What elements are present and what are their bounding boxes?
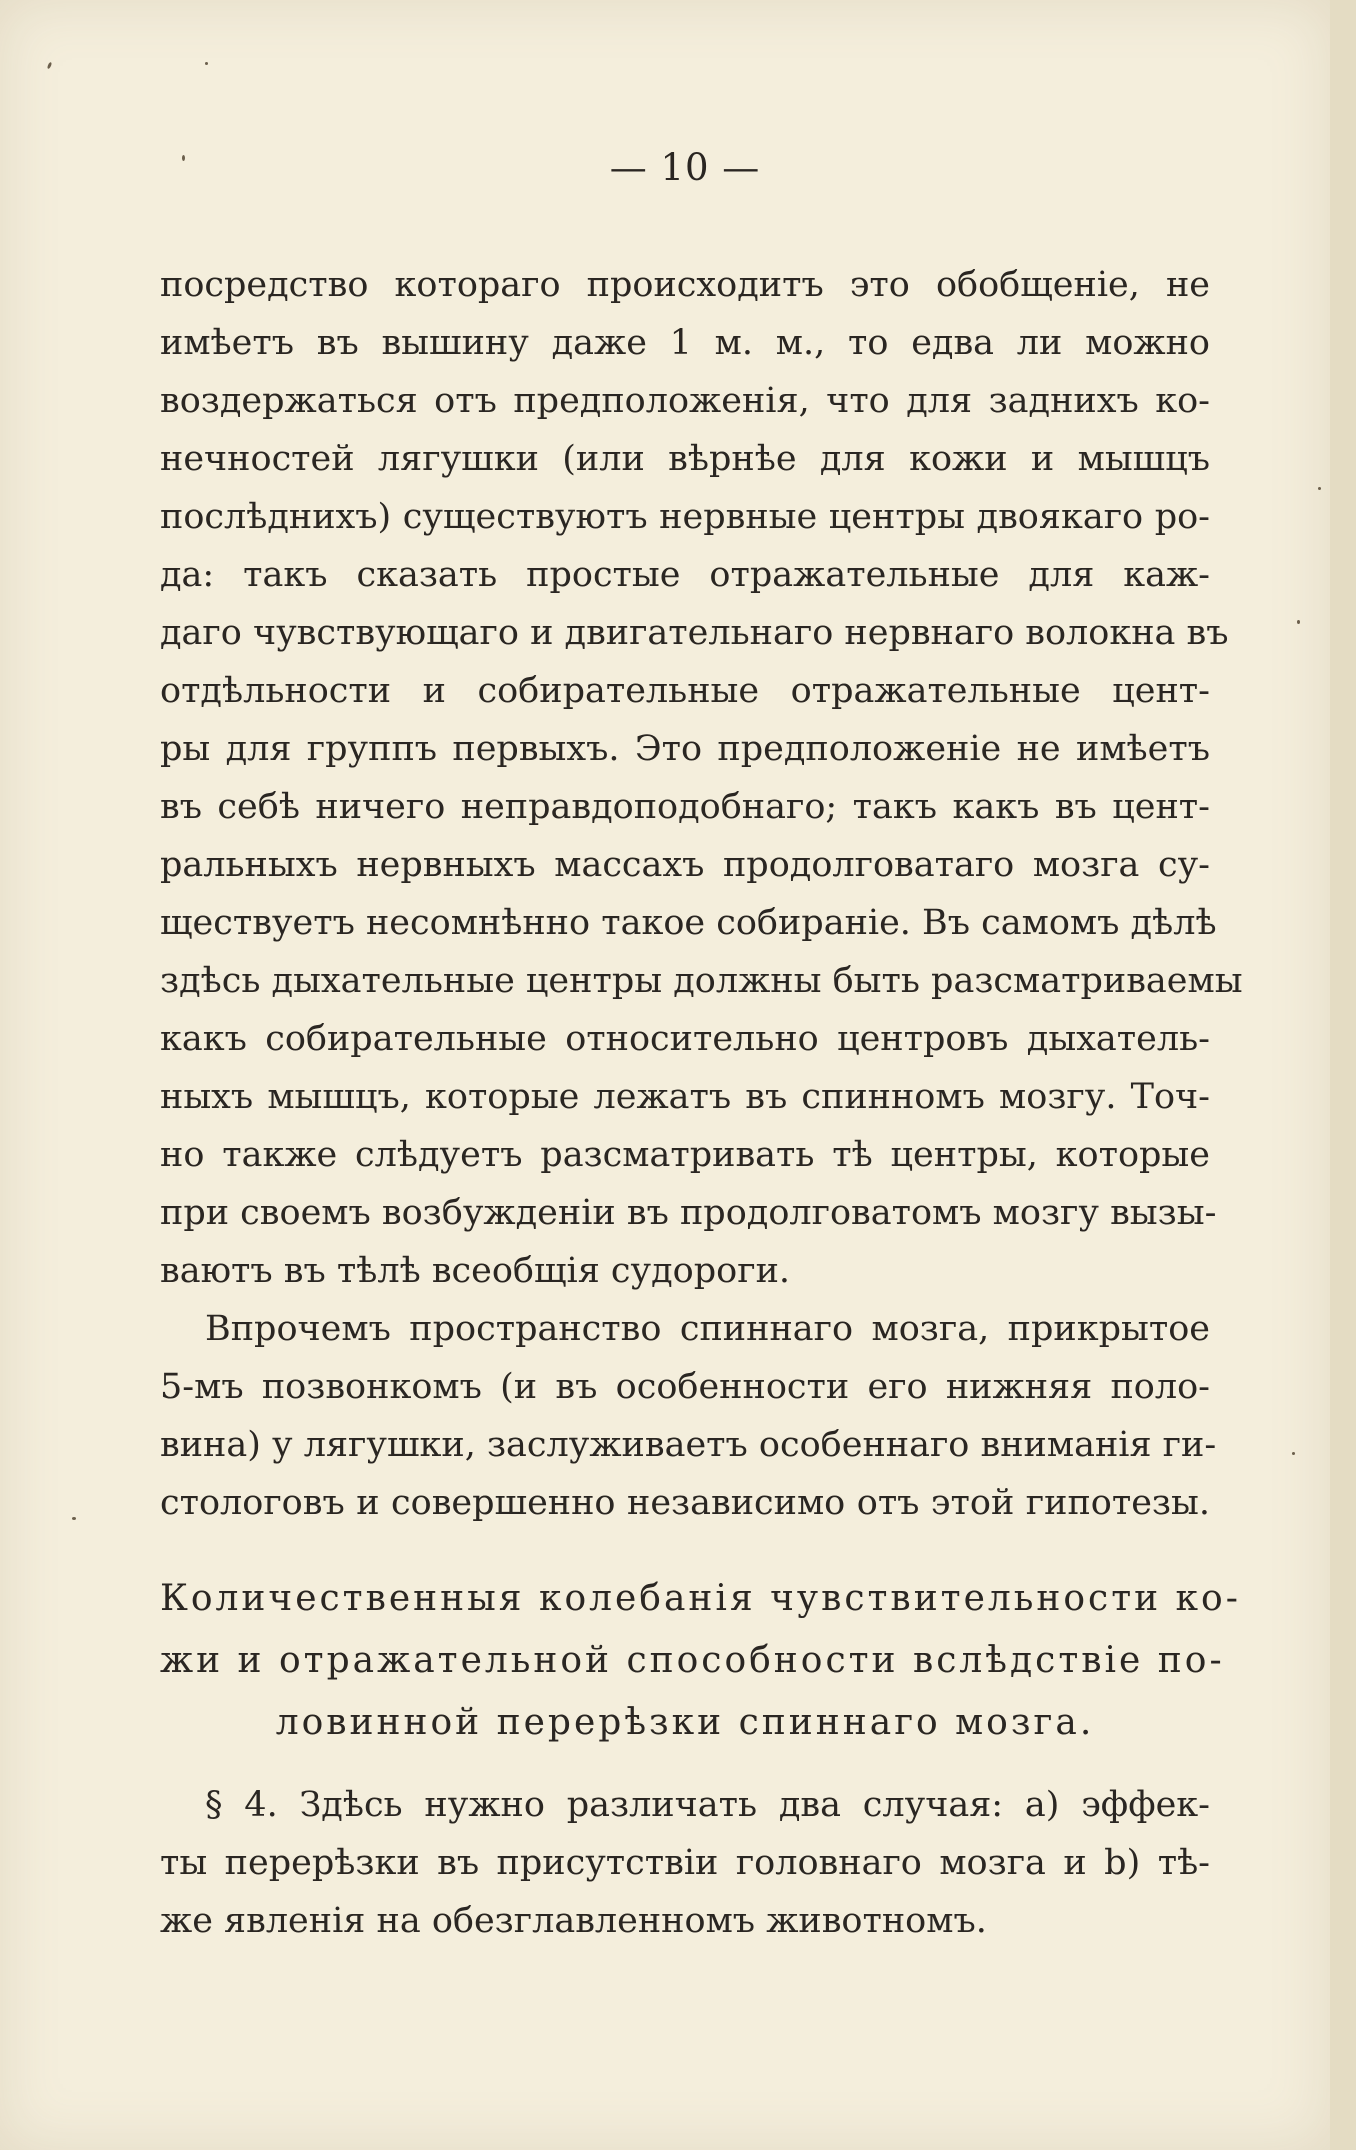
paragraph-1: [160, 256, 1243, 1300]
text-line: посредство котораго происходитъ это обобщеніе, не: [160, 265, 1210, 305]
speck: [1292, 1452, 1295, 1455]
page-edge: [1330, 0, 1356, 2150]
page-content: [160, 140, 1243, 1950]
text-line: нечностей лягушки (или вѣрнѣе для кожи и мышцъ: [160, 439, 1210, 479]
speck: [72, 1517, 76, 1520]
text-line: 5-мъ позвонкомъ (и въ особенности его нижняя поло-: [160, 1367, 1210, 1407]
paragraph-2: [160, 1300, 1217, 1532]
page-number: — 10 —: [609, 146, 761, 189]
text-line: но также слѣдуетъ разсматривать тѣ центры, которые: [160, 1135, 1210, 1175]
heading-line: Количественныя колебанія чувствительности ко-: [160, 1578, 1241, 1619]
heading-line: жи и отражательной способности вслѣдствіе по-: [160, 1640, 1225, 1681]
text-line: отдѣльности и собирательные отражательные цент-: [160, 671, 1210, 711]
text-line: ществуетъ несомнѣнно такое собираніе. Въ самомъ дѣлѣ: [160, 903, 1217, 943]
speck: [1318, 487, 1321, 490]
text-line: ры для группъ первыхъ. Это предположеніе не имѣетъ: [160, 729, 1210, 769]
speck: [205, 62, 208, 65]
text-line: ральныхъ нервныхъ массахъ продолговатаго мозга су-: [160, 845, 1210, 885]
text-line: какъ собирательные относительно центровъ дыхатель-: [160, 1019, 1210, 1059]
text-line: послѣднихъ) существуютъ нервные центры двоякаго ро-: [160, 497, 1210, 537]
text-line: Впрочемъ пространство спиннаго мозга, прикрытое: [205, 1309, 1210, 1349]
text-line: воздержаться отъ предположенія, что для заднихъ ко-: [160, 381, 1210, 421]
text-line: да: такъ сказать простые отражательные для каж-: [160, 555, 1210, 595]
text-line: здѣсь дыхательные центры должны быть разсматриваемы: [160, 961, 1243, 1001]
text-line: въ себѣ ничего неправдоподобнаго; такъ какъ въ цент-: [160, 787, 1210, 827]
text-line: при своемъ возбужденіи въ продолговатомъ мозгу вызы-: [160, 1193, 1217, 1233]
text-line: имѣетъ въ вышину даже 1 м. м., то едва ли можно: [160, 323, 1210, 363]
paragraph-3: [160, 1776, 1210, 1950]
text-line: ваютъ въ тѣлѣ всеобщія судороги.: [160, 1251, 791, 1291]
text-line: ты перерѣзки въ присутствіи головнаго мозга и b) тѣ-: [160, 1843, 1210, 1883]
text-line: ныхъ мышцъ, которые лежатъ въ спинномъ мозгу. Точ-: [160, 1077, 1210, 1117]
text-line: стологовъ и совершенно независимо отъ этой гипотезы.: [160, 1483, 1210, 1523]
text-line: даго чувствующаго и двигательнаго нервнаго волокна въ: [160, 613, 1229, 653]
text-line: же явленія на обезглавленномъ животномъ.: [160, 1901, 987, 1941]
text-line: § 4. Здѣсь нужно различать два случая: a) эффек-: [205, 1785, 1210, 1825]
speck: [1297, 620, 1300, 624]
section-heading: [160, 1568, 1241, 1754]
text-line: вина) у лягушки, заслуживаетъ особеннаго вниманія ги-: [160, 1425, 1217, 1465]
heading-line: ловинной перерѣзки спиннаго мозга.: [275, 1702, 1095, 1743]
